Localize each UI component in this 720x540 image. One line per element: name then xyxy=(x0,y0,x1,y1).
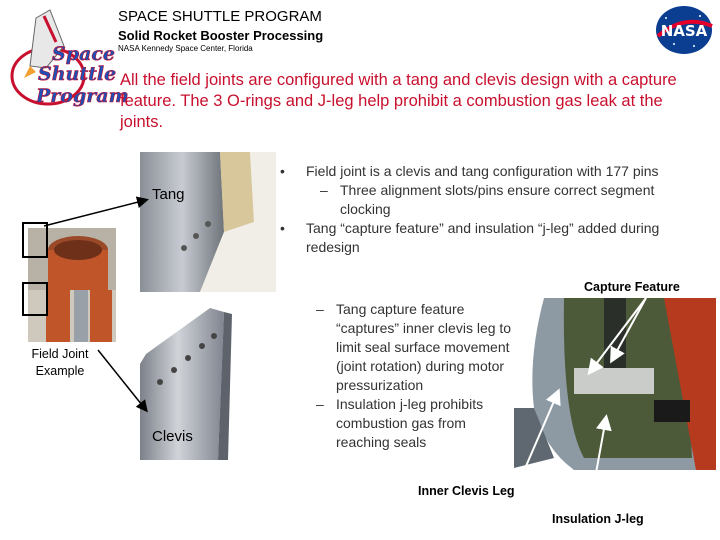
arrow-insulation-jleg xyxy=(590,418,606,506)
sub-bullet-text: Insulation j-leg prohibits combustion gas from reaching seals xyxy=(336,396,484,450)
center-name: NASA Kennedy Space Center, Florida xyxy=(118,44,253,53)
bullet-text: Field joint is a clevis and tang configuration with 177 pins xyxy=(306,163,659,179)
dash-marker: – xyxy=(316,396,324,412)
logo-line-1: Space xyxy=(52,43,115,65)
sub-bullet-item xyxy=(316,395,516,452)
logo-line-2: Shuttle xyxy=(38,63,117,85)
nasa-logo-text: NASA xyxy=(660,22,708,40)
arrow-tang xyxy=(44,200,146,226)
logo-line-3: Program xyxy=(36,85,129,107)
label-tang: Tang xyxy=(152,186,185,203)
bullet-item xyxy=(280,219,660,257)
arrow-capture-feature-1 xyxy=(590,298,646,372)
program-title: SPACE SHUTTLE PROGRAM xyxy=(118,8,322,25)
bullet-text: Tang “capture feature” and insulation “j-leg” added during redesign xyxy=(306,220,660,255)
sub-bullet-text: Three alignment slots/pins ensure correct segment clocking xyxy=(340,182,655,217)
program-subtitle: Solid Rocket Booster Processing xyxy=(118,28,324,43)
label-insulation-jleg: Insulation J-leg xyxy=(552,512,644,526)
dash-marker: – xyxy=(316,301,324,317)
dash-marker: – xyxy=(320,182,328,198)
arrow-capture-feature-2 xyxy=(612,298,646,360)
label-capture-feature: Capture Feature xyxy=(584,280,680,294)
bullet-list xyxy=(280,162,660,257)
bullet-dot: • xyxy=(280,163,285,179)
capture-sub-bullet-list xyxy=(316,300,516,452)
headline: All the field joints are configured with a tang and clevis design with a capture feature. The 3 O-rings and J-leg help prohibit a combustion gas leak at the joints. xyxy=(120,71,677,131)
sub-bullet-text: Tang capture feature “captures” inner clevis leg to limit seal surface movement (joint rotation) during motor pressurization xyxy=(336,301,512,393)
bullet-dot: • xyxy=(280,220,285,236)
label-field-joint-example: Field Joint Example xyxy=(31,347,89,378)
arrow-inner-clevis-leg xyxy=(520,392,558,480)
bullet-item xyxy=(280,162,660,181)
label-inner-clevis-leg: Inner Clevis Leg xyxy=(418,484,515,498)
sub-bullet-item xyxy=(280,181,660,219)
sub-bullet-item xyxy=(316,300,516,395)
arrow-field-joint xyxy=(98,350,146,410)
label-clevis: Clevis xyxy=(152,428,193,445)
